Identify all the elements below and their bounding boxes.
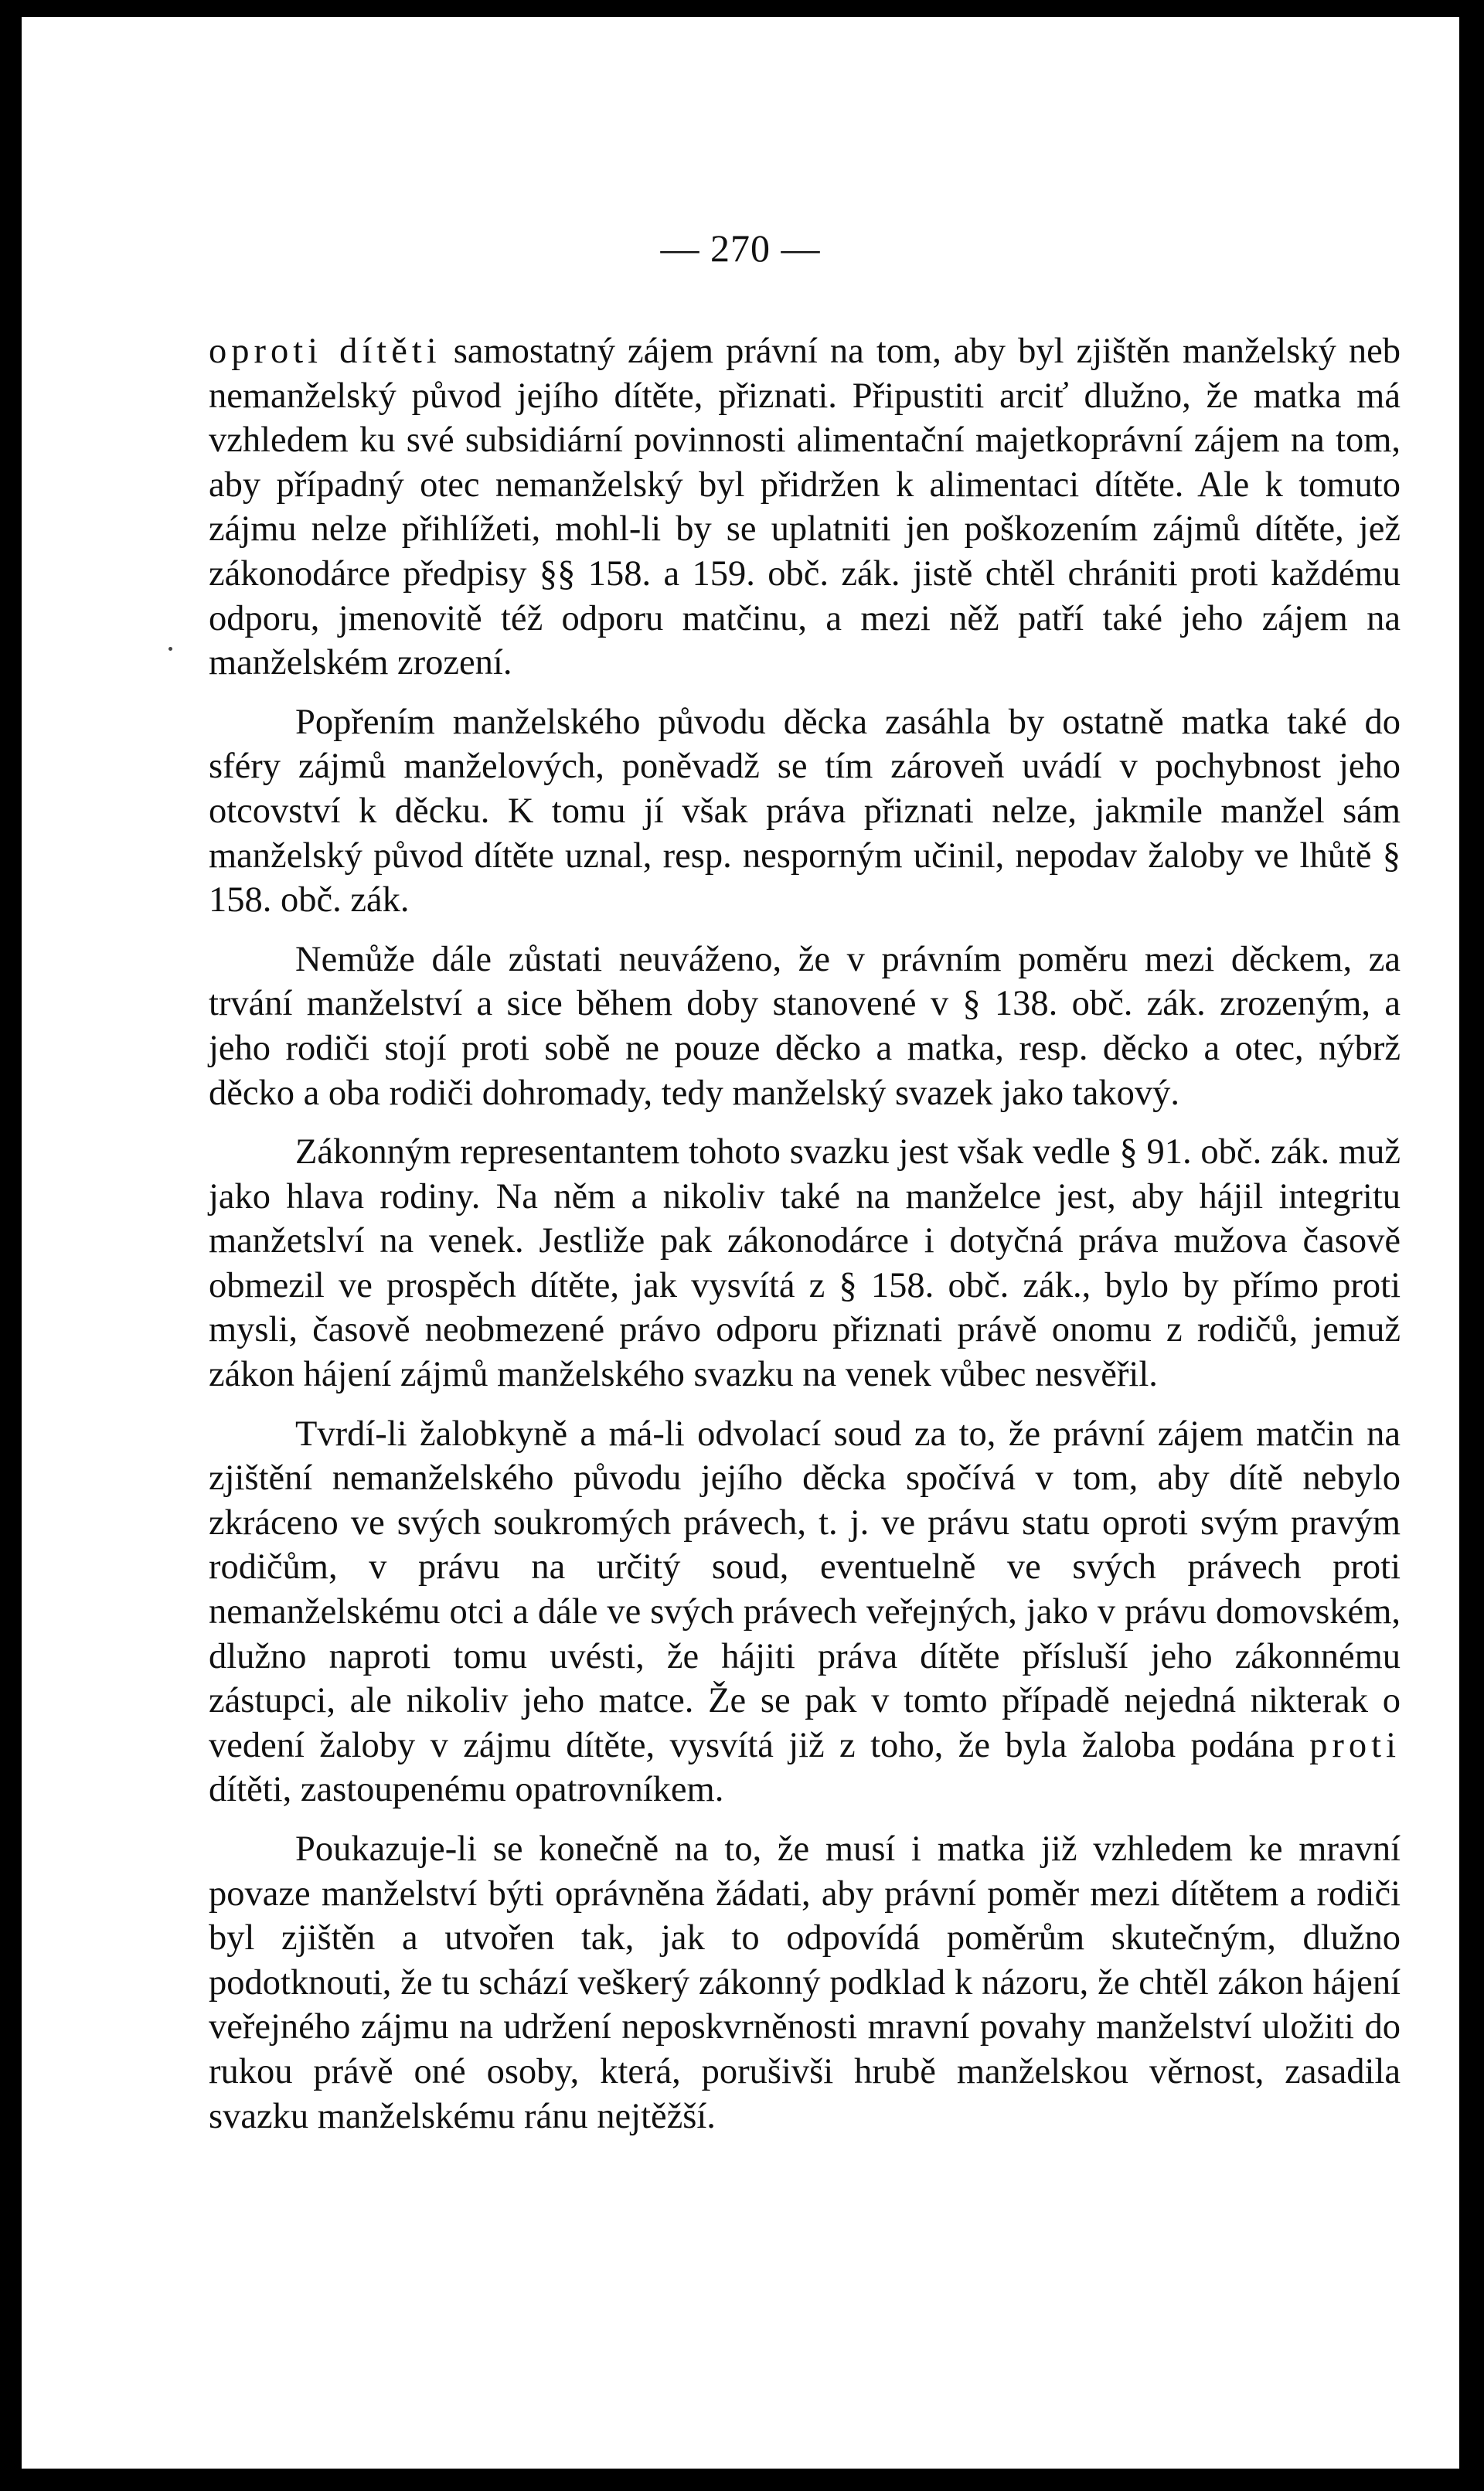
paragraph-5 (209, 1412, 1401, 1812)
paragraph-1-text: samostatný zájem právní na tom, aby byl zjištěn manželský neb nemanželský původ jejího dítěte, přiznati. Připustiti arciť dlužno, že matka má vzhledem ku své subsidiární povinnosti alimentační majetkoprávní zájem na tom, aby případný otec nemanželský byl přidržen k alimentaci dítěte. Ale k tomuto zájmu nelze přihlížeti, mohl-li by se uplatniti jen poškozením zájmů dítěte, jež zákonodárce předpisy §§ 158. a 159. obč. zák. jistě chtěl chrániti proti každému odporu, jmenovitě též odporu matčinu, a mezi něž patří také jeho zájem na manželském zrození. (209, 332, 1401, 683)
emphasized-lead: oproti dítěti (209, 332, 441, 371)
body-text (209, 329, 1401, 2153)
book-page (22, 17, 1459, 2469)
margin-mark (168, 647, 172, 651)
paragraph-5-text: Tvrdí-li žalobkyně a má-li odvolací soud za to, že právní zájem matčin na zjištění nemanželského původu jejího děcka spočívá v tom, aby dítě nebylo zkráceno ve svých soukromých právech, t. j. ve právu statu oproti svým pravým rodičům, v právu na určitý soud, eventuelně ve svých právech proti nemanželskému otci a dále ve svých právech veřejných, jako v právu domovském, dlužno naproti tomu uvésti, že hájiti práva dítěte přísluší jeho zákonnému zástupci, ale nikoliv jeho matce. Že se pak v tomto případě nejedná nikterak o vedení žaloby v zájmu dítěte, vysvítá již z toho, že byla žaloba podána (209, 1414, 1401, 1765)
paragraph-3: Nemůže dále zůstati neuváženo, že v právním poměru mezi děckem, za trvání manželství a sice během doby stanovené v § 138. obč. zák. zrozeným, a jeho rodiči stojí proti sobě ne pouze děcko a matka, resp. děcko a otec, nýbrž děcko a oba rodiči dohromady, tedy manželský svazek jako takový. (209, 939, 1401, 1113)
paragraph-4: Zákonným representantem tohoto svazku jest však vedle § 91. obč. zák. muž jako hlava rodiny. Na něm a nikoliv také na manželce jest, aby hájil integritu manžetslví na venek. Jestliže pak zákonodárce i dotyčná práva mužova časově obmezil ve prospěch dítěte, jak vysvítá z § 158. obč. zák., bylo by přímo proti mysli, časově neobmezené právo odporu přiznati právě onomu z rodičů, jemuž zákon hájení zájmů manželského svazku na venek vůbec nesvěřil. (209, 1132, 1401, 1395)
paragraph-6: Poukazuje-li se konečně na to, že musí i matka již vzhledem ke mravní povaze manželství býti oprávněna žádati, aby právní poměr mezi dítětem a rodiči byl zjištěn a utvořen tak, jak to odpovídá poměrům skutečným, dlužno podotknouti, že tu schází veškerý zákonný podklad k názoru, že chtěl zákon hájení veřejného zájmu na udržení neposkvrněnosti mravní povahy manželství uložiti do rukou právě oné osoby, která, porušivši hrubě manželskou věrnost, zasadila svazku manželskému ránu nejtěžší. (209, 1829, 1401, 2136)
paragraph-2: Popřením manželského původu děcka zasáhla by ostatně matka také do sféry zájmů manželových, poněvadž se tím zároveň uvádí v pochybnost jeho otcovství k děcku. K tomu jí však práva přiznati nelze, jakmile manžel sám manželský původ dítěte uznal, resp. nesporným učinil, nepodav žaloby ve lhůtě § 158. obč. zák. (209, 702, 1401, 921)
page-number: — 270 — (660, 226, 821, 270)
paragraph-1 (209, 329, 1401, 686)
paragraph-5-tail: dítěti, zastoupenému opatrovníkem. (209, 1770, 724, 1810)
emphasized-word: proti (1309, 1725, 1401, 1765)
